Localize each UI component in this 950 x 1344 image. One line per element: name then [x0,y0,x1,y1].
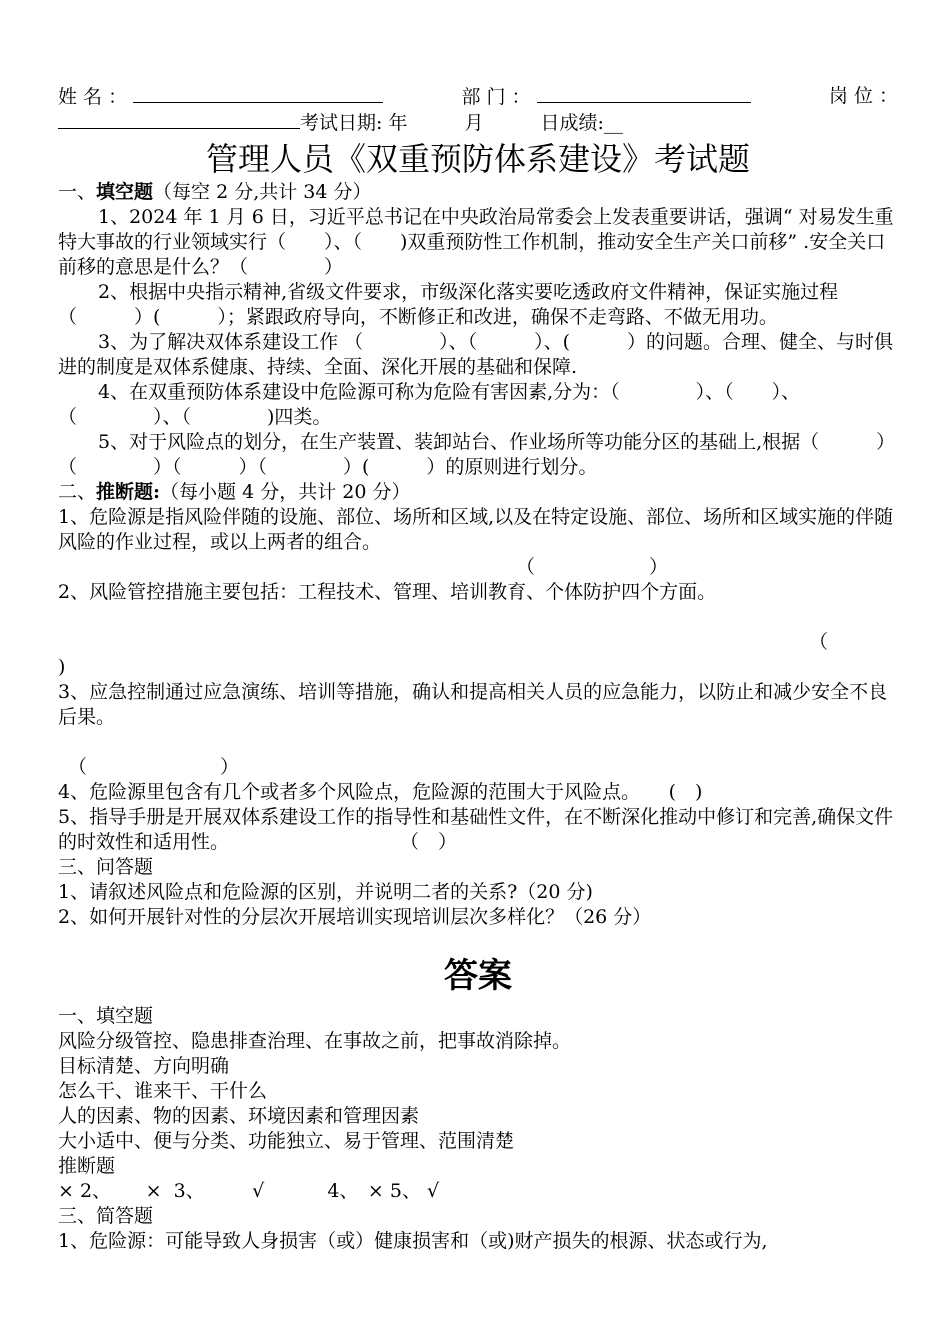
judge-answer-2-close: ) [58,656,66,678]
section1-heading [58,180,898,205]
section-note: （每小题 4 分，共计 20 分） [160,481,411,503]
fill-question-3: 3、为了解决双体系建设工作 （ ）、（ ）、( ）的问题。合理、健全、与时俱进的制度是双体系健康、持续、全面、深化开展的基础和保障. [58,331,894,378]
exam-page [58,84,898,1254]
fill-question-4: 4、在双重预防体系建设中危险源可称为危险有害因素,分为：（ ）、（ ）、（ ）、（ )四类。 [58,381,801,428]
section2-heading [58,480,898,505]
month-label: 月 [464,112,484,134]
section-note: （每空 2 分,共计 34 分） [153,181,372,203]
post-label: 岗 位 ： [828,85,898,107]
section-number: 二、 [58,481,97,503]
fill-question-1: 1、2024 年 1 月 6 日，习近平总书记在中央政治局常委会上发表重要讲话，强调“ 对易发生重特大事故的行业领域实行（ ）、（ )双重预防性工作机制，推动安全生产关口前移” .安全关口前移的意思是什么？（ ） [58,206,894,278]
judge-answer-2-open: （ [808,631,828,653]
section-name: 推断题: [96,481,161,503]
dept-blank [537,84,751,103]
judge-question-4: 4、危险源里包含有几个或者多个风险点，危险源的范围大于风险点。 ( ) [58,781,703,803]
score-label: 日成绩: [540,112,604,134]
name-label: 姓 名 ： [58,86,128,108]
answers-title: 答案 [444,956,512,996]
answer-line: 风险分级管控、隐患排查治理、在事故之前，把事故消除掉。 [58,1030,572,1052]
dept-field [461,84,750,110]
section-number: 一、 [58,181,97,203]
answer-line: 人的因素、物的因素、环境因素和管理因素 [58,1105,420,1127]
judge-answers-line: × 2、 × 3、 √ 4、 × 5、 √ [58,1180,440,1202]
name-field [58,84,383,110]
name-blank [133,84,383,103]
fill-question-2: 2、根据中央指示精神,省级文件要求，市级深化落实要吃透政府文件精神，保证实施过程 （ ）( ）；紧跟政府导向，不断修正和改进，确保不走弯路、不做无用功。 [58,281,839,328]
answer-line: 怎么干、谁来干、干什么 [58,1080,268,1102]
answer-section3-heading: 三、简答题 [58,1205,154,1227]
post-blank [58,110,300,129]
judge-answer-3: （ ） [68,756,240,778]
dept-label: 部 门 ： [461,86,531,108]
section-name: 填空题 [96,181,154,203]
judge-question-3: 3、应急控制通过应急演练、培训等措施，确认和提高相关人员的应急能力，以防止和减少安全不良后果。 [58,681,888,728]
answer-section2-heading: 推断题 [58,1155,116,1177]
spacer [58,605,898,630]
answer-section1-heading: 一、填空题 [58,1005,154,1027]
score-blank: __ [603,112,623,134]
fill-question-5: 5、对于风险点的划分，在生产装置、装卸站台、作业场所等功能分区的基础上,根据（ ）（ ）（ ）（ ）( ）的原则进行划分。 [58,431,896,478]
essay-question-1: 1、请叙述风险点和危险源的区别，并说明二者的关系?（20 分) [58,881,593,903]
essay-question-2: 2、如何开展针对性的分层次开展培训实现培训层次多样化？（26 分） [58,906,652,928]
judge-question-1: 1、危险源是指风险伴随的设施、部位、场所和区域,以及在特定设施、部位、场所和区域实施的伴随风险的作业过程，或以上两者的组合。 [58,506,894,553]
spacer [58,730,898,755]
judge-question-5: 5、指导手册是开展双体系建设工作的指导性和基础性文件，在不断深化推动中修订和完善,确保文件的时效性和适用性。 （ ） [58,806,894,853]
section3-heading: 三、问答题 [58,856,154,878]
exam-title: 管理人员《双重预防体系建设》考试题 [205,140,750,178]
header-row-1 [58,84,898,110]
date-label: 考试日期: 年 [300,112,408,134]
answer-line: 目标清楚、方向明确 [58,1055,230,1077]
header-row-2 [58,110,898,136]
judge-answer-1: （ ） [516,556,669,578]
judge-question-2: 2、风险管控措施主要包括：工程技术、管理、培训教育、个体防护四个方面。 [58,581,717,603]
essay-answer-1: 1、危险源：可能导致人身损害（或）健康损害和（或)财产损失的根源、状态或行为, [58,1230,768,1252]
answer-line: 大小适中、便与分类、功能独立、易于管理、范围清楚 [58,1130,515,1152]
